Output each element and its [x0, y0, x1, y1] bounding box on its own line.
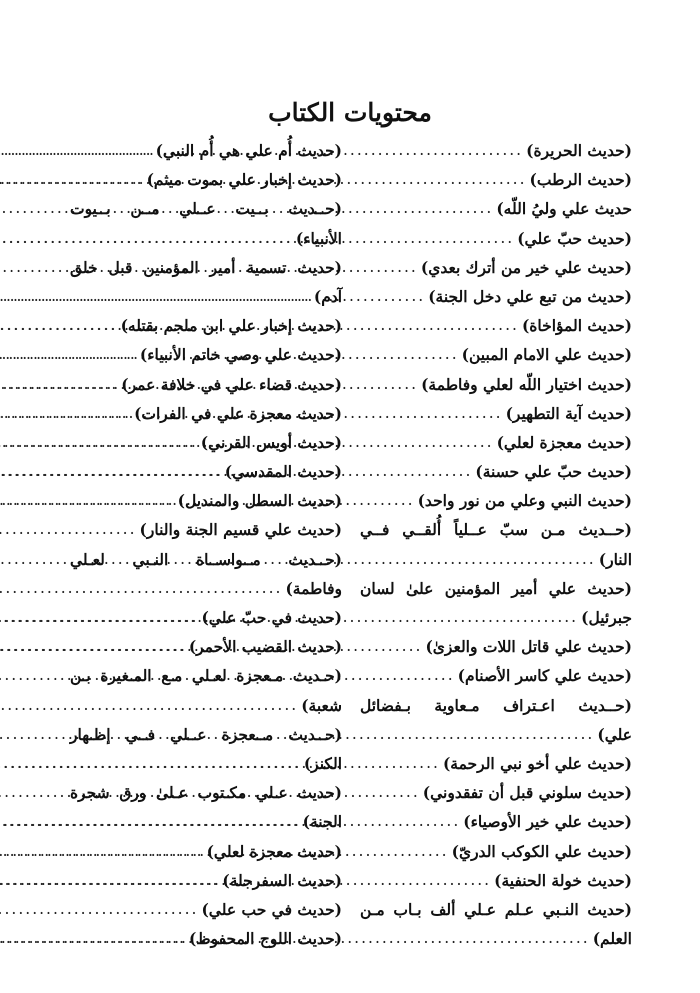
toc-entry: [70, 632, 342, 661]
toc-entry: [70, 749, 342, 778]
toc-entry: [360, 924, 632, 953]
toc-entry-title: (حديث علي خير من أترك بعدي): [420, 257, 632, 277]
toc-entry-title: حديث علي وليُ اللّه): [496, 199, 632, 219]
toc-entry-title: (حديث علي قاتل اللات والعزىٰ): [425, 637, 632, 657]
toc-entry-title: (حديث علي وصي خاتم الأنبياء): [139, 345, 342, 365]
toc-entry-title: (حديث أُم علي هي أُم النبي): [155, 141, 342, 160]
dot-leader: [0, 399, 134, 428]
toc-entry: [360, 486, 632, 515]
toc-entry: [70, 924, 342, 953]
toc-entry: [360, 194, 632, 223]
toc-entry-title: (حديث علي أخو نبي الرحمة): [442, 753, 632, 773]
toc-entry-title: (حديث علي أمير المؤمنين علىٰ لسان: [360, 578, 632, 598]
toc-entry-title: (حديث اللوح المحفوظ): [188, 929, 342, 949]
toc-entry: [70, 165, 342, 194]
dot-leader: [0, 603, 201, 632]
toc-entry-title: (حــديث بــيت عــلي مــن بــيوت: [70, 199, 342, 219]
toc-entry: [70, 574, 342, 603]
toc-entry: [360, 136, 632, 165]
toc-entry-title: (حديث في حب علي): [201, 899, 342, 919]
toc-entry: [360, 515, 632, 544]
dot-leader: [0, 691, 301, 720]
toc-entry: [360, 895, 632, 924]
toc-entry: [360, 749, 632, 778]
dot-leader: [0, 311, 121, 340]
toc-entry: [360, 807, 632, 836]
toc-entry: [70, 691, 342, 720]
dot-leader: [0, 282, 314, 311]
toc-right-column: [360, 136, 632, 953]
toc-entry: [360, 691, 632, 720]
toc-entry: [360, 545, 632, 574]
toc-entry: [70, 661, 342, 690]
toc-entry-title: (حديث أويس القرني): [200, 432, 342, 452]
dot-leader: [0, 837, 207, 866]
toc-entry: [70, 545, 342, 574]
page-title: محتويات الكتاب: [268, 98, 432, 127]
dot-leader: [0, 924, 189, 953]
toc-entry: [70, 136, 342, 165]
toc-entry: [70, 720, 342, 749]
toc-entry: [360, 632, 632, 661]
toc-entry-title: الأنبياء): [295, 228, 342, 248]
toc-entry-title: العلم): [592, 929, 632, 949]
toc-entry-title: (حديث إخبار علي ابن ملجم بقتله): [120, 316, 342, 336]
dot-leader: [0, 632, 189, 661]
toc-entry: [360, 253, 632, 282]
toc-entry-title: (حديث آية التطهير): [505, 403, 632, 423]
toc-entry: [360, 837, 632, 866]
toc-entry-title: (حــديث مـن سبّ عــلياً أُلقــي فــي: [360, 520, 632, 540]
toc-entry: [360, 340, 632, 369]
toc-entry-title: النار): [598, 549, 632, 569]
dot-leader: [0, 807, 303, 836]
toc-entry-title: (حديث معجزة لعلي): [496, 432, 632, 452]
toc-entry-title: (حديث معجزة لعلي): [206, 841, 342, 861]
toc-entry: [70, 428, 342, 457]
toc-entry-title: (حديث تسمية أمير المؤمنين قبل خلق: [70, 257, 342, 277]
toc-entry-title: وفاطمة): [285, 578, 342, 598]
toc-entry: [360, 603, 632, 632]
toc-entry: [360, 778, 632, 807]
toc-entry-title: (حديث الرطب): [529, 170, 632, 190]
toc-entry: [360, 282, 632, 311]
toc-entry: [70, 515, 342, 544]
toc-entry: [70, 311, 342, 340]
toc-entry-title: (حديث علي قسيم الجنة والنار): [139, 520, 342, 540]
toc-entry: [360, 428, 632, 457]
toc-entry-title: (حديث علي الكوكب الدريّ): [451, 841, 632, 861]
toc-entry: [70, 486, 342, 515]
toc-entry: [70, 778, 342, 807]
dot-leader: [0, 428, 201, 457]
toc-entry-title: (حديث القضيب الأحمر): [188, 637, 342, 657]
toc-entry: [70, 340, 342, 369]
toc-entry-title: (حديث حبّ علي): [517, 228, 632, 248]
toc-entry-title: الجنة): [302, 812, 342, 832]
toc-entry-title: (حديث المقدسي): [224, 462, 342, 482]
toc-entry-title: الكنز): [303, 753, 342, 773]
toc-entry-title: آدم): [313, 286, 342, 306]
dot-leader: [0, 136, 156, 165]
toc-entry-title: (حديث علي خير الأوصياء): [463, 812, 632, 832]
toc-entry-title: (حديث عـلي مكـتوب عـلىٰ ورق شجرة: [70, 783, 342, 803]
toc-entry: [360, 866, 632, 895]
toc-entry: [360, 457, 632, 486]
toc-entry-title: (حديث السفرجلة): [222, 870, 342, 890]
toc-entry-title: جبرئيل): [581, 608, 632, 627]
dot-leader: [0, 457, 225, 486]
toc-entry: [70, 370, 342, 399]
dot-leader: [0, 340, 140, 369]
toc-entry: [70, 807, 342, 836]
toc-entry-title: (حديث حبّ علي حسنة): [475, 462, 632, 482]
toc-entry-title: (حديث من تبع علي دخل الجنة): [428, 286, 632, 306]
dot-leader: [0, 895, 201, 924]
toc-entry: [70, 457, 342, 486]
toc-entry-title: (حديث معجزة علي في الفرات): [134, 403, 342, 423]
toc-entry: [70, 253, 342, 282]
toc-entry-title: (حــديث مــعجزة عــلي فــي إظـهار: [70, 724, 342, 744]
dot-leader: [0, 866, 222, 895]
toc-entry-title: (حديث خولة الحنفية): [494, 870, 632, 890]
toc-entry: [70, 837, 342, 866]
toc-entry-title: (حديث اختيار اللّه لعلي وفاطمة): [421, 374, 632, 394]
dot-leader: [0, 574, 285, 603]
toc-entry-title: (حديث المؤاخاة): [521, 316, 632, 336]
toc-entry: [360, 399, 632, 428]
toc-entry-title: (حديث في حبّ علي): [201, 608, 342, 627]
toc-entry-title: (حــديث اعـتراف مـعاوية بـفضائل: [360, 695, 632, 715]
toc-entry-title: (حديث سلوني قبل أن تفقدوني): [422, 783, 632, 803]
dot-leader: [0, 515, 140, 544]
toc-entry: [360, 720, 632, 749]
toc-entry-title: شعبة): [301, 695, 342, 715]
toc-entry-title: (حديث الحريرة): [526, 141, 632, 160]
toc-left-column: [70, 136, 342, 953]
dot-leader: [0, 165, 147, 194]
toc-entry: [70, 399, 342, 428]
toc-entry-title: (حــديث مــواســاة النـبي لعـلي: [70, 549, 342, 569]
toc-entry: [360, 165, 632, 194]
toc-entry: [360, 574, 632, 603]
toc-entry: [70, 282, 342, 311]
toc-entry: [70, 224, 342, 253]
toc-entry: [360, 370, 632, 399]
toc-entry: [70, 895, 342, 924]
toc-entry: [360, 661, 632, 690]
dot-leader: [0, 224, 296, 253]
toc-entry-title: علي): [597, 724, 632, 744]
toc-entry: [70, 194, 342, 223]
toc-entry: [70, 603, 342, 632]
toc-entry: [70, 866, 342, 895]
toc-entry: [360, 311, 632, 340]
toc-entry-title: (حديث إخبار علي بموت ميثم): [146, 170, 342, 190]
toc-entry: [360, 224, 632, 253]
dot-leader: [0, 370, 121, 399]
toc-entry-title: (حديث علي كاسر الأصنام): [457, 666, 632, 686]
toc-entry-title: (حديث علي الامام المبين): [461, 345, 632, 365]
toc-entry-title: (حديث قضاء علي في خلافة عمر): [121, 374, 342, 394]
toc-entry-title: (حـديث مـعجزة لعـلي مـع المـغيرة بـن: [70, 666, 342, 686]
dot-leader: [0, 749, 304, 778]
toc-entry-title: (حديث النبي وعلي من نور واحد): [417, 491, 632, 511]
dot-leader: [0, 486, 178, 515]
toc-entry-title: (حديث السطل والمنديل): [177, 491, 342, 511]
toc-entry-title: (حديث النـبي عـلم عـلي ألف بـاب مـن: [360, 899, 632, 919]
